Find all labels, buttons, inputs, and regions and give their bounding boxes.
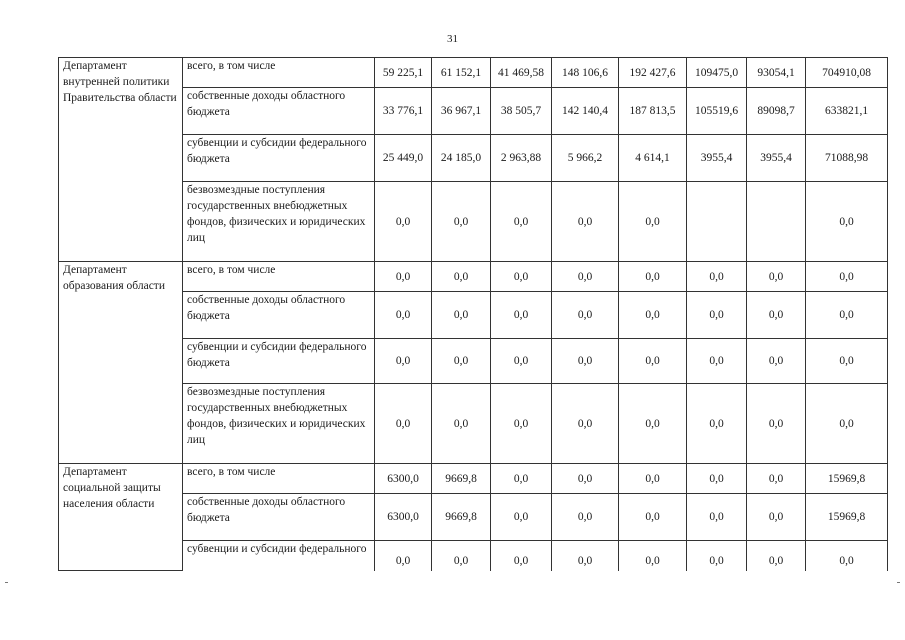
value-cell: 36 967,1 [432,88,491,135]
value-cell: 0,0 [491,541,552,571]
value-cell: 0,0 [491,182,552,262]
row-label: субвенции и субсидии федерального бюджета [183,339,375,384]
value-cell: 0,0 [432,182,491,262]
value-cell: 6300,0 [375,464,432,494]
value-cell: 0,0 [747,384,806,464]
value-cell: 61 152,1 [432,58,491,88]
table-row [59,58,888,88]
value-cell: 0,0 [806,292,888,339]
row-label: всего, в том числе [183,58,375,88]
value-cell: 105519,6 [687,88,747,135]
row-label: собственные доходы областного бюджета [183,292,375,339]
value-cell: 0,0 [747,541,806,571]
value-cell: 109475,0 [687,58,747,88]
value-cell: 0,0 [491,262,552,292]
value-cell: 0,0 [687,339,747,384]
department-name: Департамент социальной защиты населения области [59,464,183,571]
value-cell: 0,0 [619,339,687,384]
value-cell: 633821,1 [806,88,888,135]
value-cell [687,182,747,262]
value-cell: 25 449,0 [375,135,432,182]
value-cell: 0,0 [375,541,432,571]
value-cell: 187 813,5 [619,88,687,135]
table-row [59,384,888,464]
value-cell: 0,0 [747,292,806,339]
value-cell: 0,0 [375,292,432,339]
value-cell: 0,0 [806,182,888,262]
value-cell: 704910,08 [806,58,888,88]
row-label: безвозмездные поступления государственных внебюджетных фондов, физических и юридических лиц [183,182,375,262]
value-cell: 0,0 [491,292,552,339]
department-name: Департамент внутренней политики Правительства области [59,58,183,262]
value-cell: 0,0 [432,384,491,464]
table-row [59,464,888,494]
row-label: субвенции и субсидии федерального бюджета [183,135,375,182]
value-cell: 93054,1 [747,58,806,88]
value-cell: 0,0 [491,339,552,384]
value-cell: 0,0 [806,384,888,464]
value-cell: 0,0 [432,339,491,384]
value-cell: 0,0 [552,292,619,339]
value-cell: 24 185,0 [432,135,491,182]
table-row [59,182,888,262]
value-cell: 0,0 [552,541,619,571]
value-cell: 0,0 [375,182,432,262]
value-cell: 15969,8 [806,494,888,541]
value-cell: 0,0 [687,464,747,494]
scan-edge-mark-left [5,582,8,583]
value-cell: 0,0 [552,494,619,541]
value-cell: 15969,8 [806,464,888,494]
value-cell: 0,0 [687,384,747,464]
table-row [59,494,888,541]
value-cell: 0,0 [375,339,432,384]
value-cell: 0,0 [687,541,747,571]
value-cell [747,182,806,262]
value-cell: 6300,0 [375,494,432,541]
value-cell: 0,0 [552,262,619,292]
value-cell: 0,0 [619,384,687,464]
value-cell: 192 427,6 [619,58,687,88]
value-cell: 0,0 [552,384,619,464]
table-row [59,88,888,135]
table-row [59,339,888,384]
row-label: собственные доходы областного бюджета [183,88,375,135]
department-name: Департамент образования области [59,262,183,464]
value-cell: 41 469,58 [491,58,552,88]
table-row [59,292,888,339]
row-label: всего, в том числе [183,464,375,494]
value-cell: 0,0 [619,292,687,339]
value-cell: 142 140,4 [552,88,619,135]
value-cell: 0,0 [491,464,552,494]
value-cell: 0,0 [432,292,491,339]
value-cell: 0,0 [552,182,619,262]
value-cell: 0,0 [806,541,888,571]
value-cell: 0,0 [747,494,806,541]
value-cell: 0,0 [375,384,432,464]
value-cell: 0,0 [806,262,888,292]
value-cell: 4 614,1 [619,135,687,182]
value-cell: 0,0 [432,262,491,292]
value-cell: 0,0 [747,464,806,494]
value-cell: 0,0 [619,464,687,494]
value-cell: 0,0 [552,464,619,494]
value-cell: 0,0 [375,262,432,292]
table-row [59,262,888,292]
row-label: субвенции и субсидии федерального [183,541,375,571]
value-cell: 0,0 [491,494,552,541]
value-cell: 0,0 [491,384,552,464]
budget-table [58,57,888,571]
value-cell: 0,0 [619,182,687,262]
value-cell: 38 505,7 [491,88,552,135]
value-cell: 148 106,6 [552,58,619,88]
value-cell: 3955,4 [747,135,806,182]
value-cell: 2 963,88 [491,135,552,182]
row-label: безвозмездные поступления государственных внебюджетных фондов, физических и юридических лиц [183,384,375,464]
value-cell: 0,0 [806,339,888,384]
value-cell: 5 966,2 [552,135,619,182]
value-cell: 0,0 [687,262,747,292]
value-cell: 0,0 [747,262,806,292]
table-row [59,135,888,182]
value-cell: 0,0 [687,292,747,339]
value-cell: 9669,8 [432,464,491,494]
value-cell: 9669,8 [432,494,491,541]
row-label: всего, в том числе [183,262,375,292]
value-cell: 0,0 [619,494,687,541]
value-cell: 71088,98 [806,135,888,182]
value-cell: 0,0 [619,262,687,292]
value-cell: 33 776,1 [375,88,432,135]
scan-edge-mark-right [897,582,900,583]
value-cell: 3955,4 [687,135,747,182]
value-cell: 89098,7 [747,88,806,135]
value-cell: 0,0 [619,541,687,571]
value-cell: 0,0 [687,494,747,541]
value-cell: 0,0 [432,541,491,571]
page-number: 31 [447,33,458,45]
row-label: собственные доходы областного бюджета [183,494,375,541]
table-row [59,541,888,571]
value-cell: 0,0 [552,339,619,384]
value-cell: 0,0 [747,339,806,384]
value-cell: 59 225,1 [375,58,432,88]
